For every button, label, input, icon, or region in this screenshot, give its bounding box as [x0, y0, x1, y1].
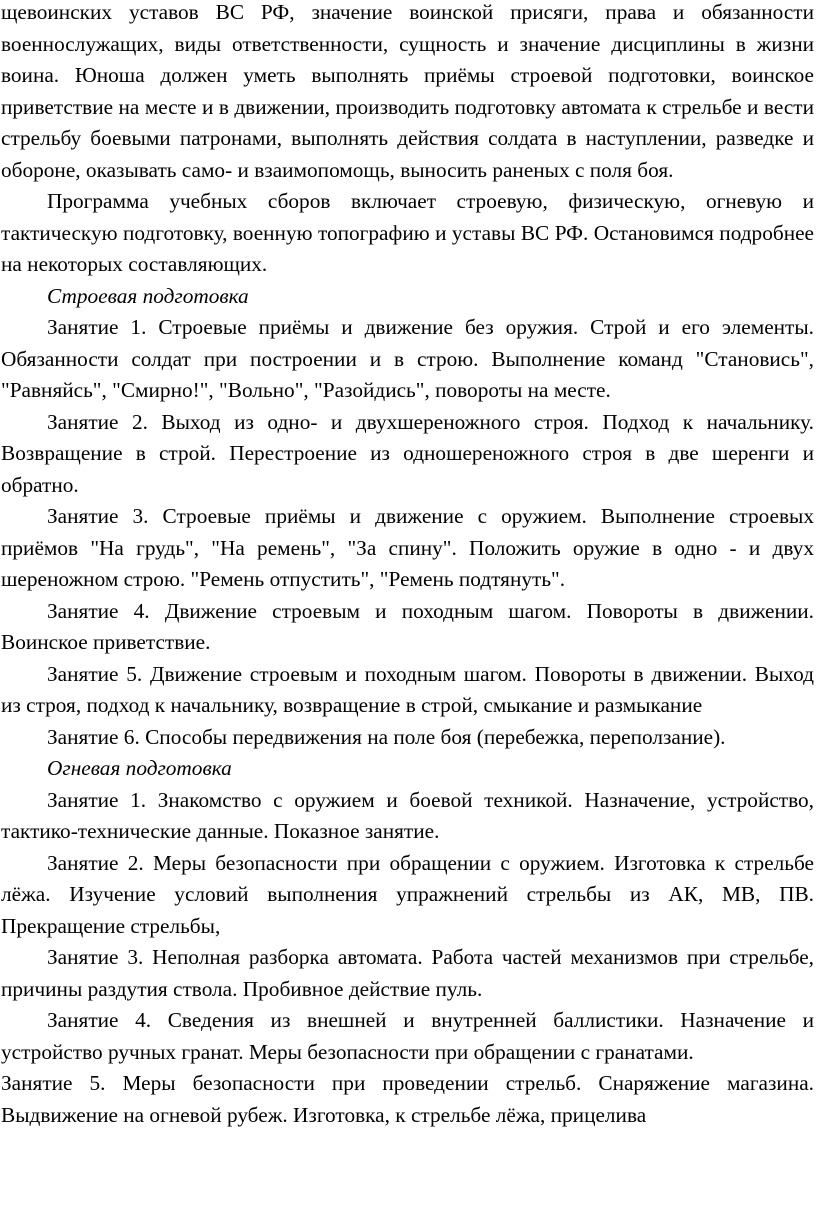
- paragraph-fire-lesson-1: Занятие 1. Знакомство с оружием и боевой техникой. Назначение, устройство, тактико-технические данные. Показное занятие.: [1, 787, 814, 843]
- paragraph-fire-lesson-3: Занятие 3. Неполная разборка автомата. Работа частей механизмов при стрельбе, причины раздутия ствола. Пробивное действие пуль.: [1, 945, 814, 1001]
- paragraph-fire-lesson-5: Занятие 5. Меры безопасности при проведении стрельб. Снаряжение магазина. Выдвижение на огневой рубеж. Изготовка, к стрельбе лёжа, прицелива: [1, 1071, 814, 1127]
- paragraph-fire-lesson-2: Занятие 2. Меры безопасности при обращении с оружием. Изготовка к стрельбе лёжа. Изучение условий выполнения упражнений стрельбы из АК, МВ, ПВ. Прекращение стрельбы,: [1, 850, 814, 938]
- paragraph-drill-lesson-4: Занятие 4. Движение строевым и походным шагом. Повороты в движении. Воинское приветствие.: [1, 598, 814, 654]
- paragraph-program-overview: Программа учебных сборов включает строевую, физическую, огневую и тактическую подготовку, военную топографию и уставы ВС РФ. Остановимся подробнее на некоторых составляющих.: [1, 189, 814, 276]
- paragraph-drill-lesson-5: Занятие 5. Движение строевым и походным шагом. Повороты в движении. Выход из строя, подход к начальнику, возвращение в строй, смыкание и размыкание: [1, 661, 814, 717]
- section-heading-fire-training: Огневая подготовка: [47, 756, 232, 780]
- document-body: [1, 0, 814, 1131]
- paragraph-fire-lesson-4: Занятие 4. Сведения из внешней и внутренней баллистики. Назначение и устройство ручных гранат. Меры безопасности при обращении с гранатами.: [1, 1008, 814, 1064]
- paragraph-drill-lesson-2: Занятие 2. Выход из одно- и двухшереножного строя. Подход к начальнику. Возвращение в строй. Перестроение из одношереножного строя в две шеренги и обратно.: [1, 409, 814, 497]
- paragraph-drill-lesson-6: Занятие 6. Способы передвижения на поле боя (перебежка, переползание).: [47, 724, 726, 749]
- section-heading-drill: Строевая подготовка: [47, 283, 249, 308]
- paragraph-intro-continuation: щевоинских уставов ВС РФ, значение воинской присяги, права и обязанности военнослужащих, виды ответственности, сущность и значение дисциплины в жизни воина. Юноша должен уметь выполнять приёмы строевой подготовки, воинское приветствие на месте и в движении, производить подготовку автомата к стрельбе и вести стрельбу боевыми патронами, выполнять действия солдата в наступлении, разведке и обороне, оказывать само- и взаимопомощь, выносить раненых с поля боя.: [1, 0, 814, 182]
- paragraph-drill-lesson-3: Занятие 3. Строевые приёмы и движение с оружием. Выполнение строевых приёмов "На грудь", "На ремень", "За спину". Положить оружие в одно - и двух шереножном строю. "Ремень отпустить", "Ремень подтянуть".: [1, 504, 814, 591]
- paragraph-drill-lesson-1: Занятие 1. Строевые приёмы и движение без оружия. Строй и его элементы. Обязанности солдат при построении и в строю. Выполнение команд "Становись", "Равняйсь", "Смирно!", "Вольно", "Разойдись", повороты на месте.: [1, 315, 814, 402]
